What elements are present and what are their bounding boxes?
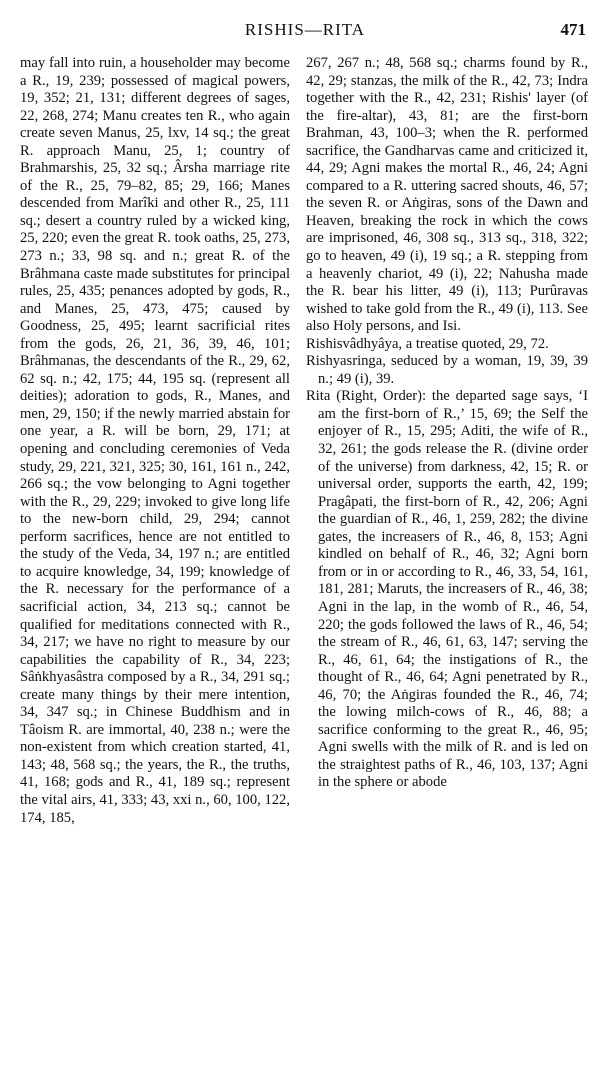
page-header [0,20,610,44]
index-entry-continued: may fall into ruin, a householder may become a R., 19, 239; possessed of magical powers, 19, 352; 21, 131; different degrees of sages, 22, 268, 274; Manu creates ten R., who again create seven Manus, 25, lxv, 14 sq.; the great R. approach Manu, 25, 1; country of Brahmarshis, 25, 32 sq.; Ârsha marriage rite of the R., 25, 79–82, 85; 29, 166; Manes descended from Marîki and other R., 25, 111 sq.; desert a country ruled by a wicked king, 25, 220; even the great R. took oaths, 25, 273, 273 n.; 33, 98 sq. and n.; great R. of the Brâhmana caste made substitutes for principal rules, 25, 435; penances adopted by gods, R., and Manes, 25, 473, 475; caused by Goodness, 25, 495; learnt sacrificial rites from the gods, 26, 21, 36, 39, 46, 101; Brâhmanas, the descendants of the R., 29, 62, 62 sq. n.; 42, 175; 44, 195 sq. (represent all deities); adoration to gods, R., Manes, and men, 29, 150; if the newly married abstain for one year, a R. will be born, 29, 171; at opening and concluding ceremonies of Veda study, 29, 221, 321, 325; 30, 161, 161 n., 242, 266 sq.; the vow belonging to Agni together with the R., 29, 229; invoked to give long life to the new-born child, 29, 294; cannot perform sacrifices, hence are not entitled to the study of the Veda, 34, 197 n.; are entitled to acquire knowledge, 34, 199; knowledge of the R. necessary for the performance of a sacrificial action, 34, 213 sq.; cannot be qualified for meditations connected with R., 34, 217; we have no right to measure by our capabilities the capability of R., 34, 223; Sâṅkhyasâstra composed by a R., 34, 291 sq.; create many things by their mere intention, 34, 347 sq.; in Chinese Buddhism and in Tâoism R. are immortal, 40, 238 n.; were the non-existent from which creation started, 41, 143; 48, 568 sq.; the years, the R., the truths, 41, 168; gods and R., 41, 189 sq.; represent the vital airs, 41, 333; 43, xxi n., 60, 100, 122, 174, 185, [20,55,290,826]
left-column [20,55,290,827]
index-entry-rishyasringa: Rishyasringa, seduced by a woman, 19, 39, 39 n.; 49 (i), 39. [306,353,588,387]
index-entry-rita: Rita (Right, Order): the departed sage says, ‘I am the first-born of R.,’ 15, 69; the Self the enjoyer of R., 15, 295; Aditi, the wife of R., 32, 261; the gods release the R. (divine order of the universe) from darkness, 42, 15; R. or universal order, supports the earth, 42, 199; Pragâpati, the first-born of R., 42, 206; Agni the guardian of R., 46, 1, 259, 282; the divine gates, the increasers of R., 46, 8, 153; Agni kindled on behalf of R., 46, 32; Agni born from or in or according to R., 46, 33, 54, 161, 181, 281; Maruts, the increasers of R., 46, 38; Agni in the lap, in the womb of R., 46, 54, 220; the gods followed the laws of R., 46, 54; the stream of R., 46, 61, 63, 147; serving the R., 46, 61, 64; the instigations of R., the thought of R., 46, 64; Agni penetrated by R., 46, 70; the Aṅgiras founded the R., 46, 74; the lowing milch-cows of R., 46, 88; a sacrifice conforming to the great R., 46, 95; Agni swells with the milk of R. and is led on the straightest paths of R., 46, 103, 137; Agni in the sphere or abode [306,388,588,791]
index-entry-continued: 267, 267 n.; 48, 568 sq.; charms found by R., 42, 29; stanzas, the milk of the R., 42, 73; Indra together with the R., 42, 231; Rishis' layer (of the fire-altar), 43, 81; are the first-born Brahman, 43, 100–3; when the R. performed sacrifice, the Gandharvas came and criticized it, 44, 29; Agni makes the mortal R., 46, 24; Agni compared to a R. uttering sacred shouts, 46, 57; the seven R. or Aṅgiras, sons of the Dawn and Heaven, breaking the rock in which the cows are imprisoned, 46, 308 sq., 313 sq., 318, 322; go to heaven, 49 (i), 19 sq.; a R. stepping from a heavenly chariot, 49 (i), 22; Nahusha made the R. bear his litter, 49 (i), 113; Purûravas wished to take gold from the R., 49 (i), 113. See also Holy persons, and Isi. [306,55,588,335]
page-number: 471 [560,20,586,39]
running-head: RISHIS—RITA [244,20,366,39]
index-entry-rishisvadhyaya: Rishisvâdhyâya, a treatise quoted, 29, 72. [306,335,549,352]
right-column [306,55,588,792]
